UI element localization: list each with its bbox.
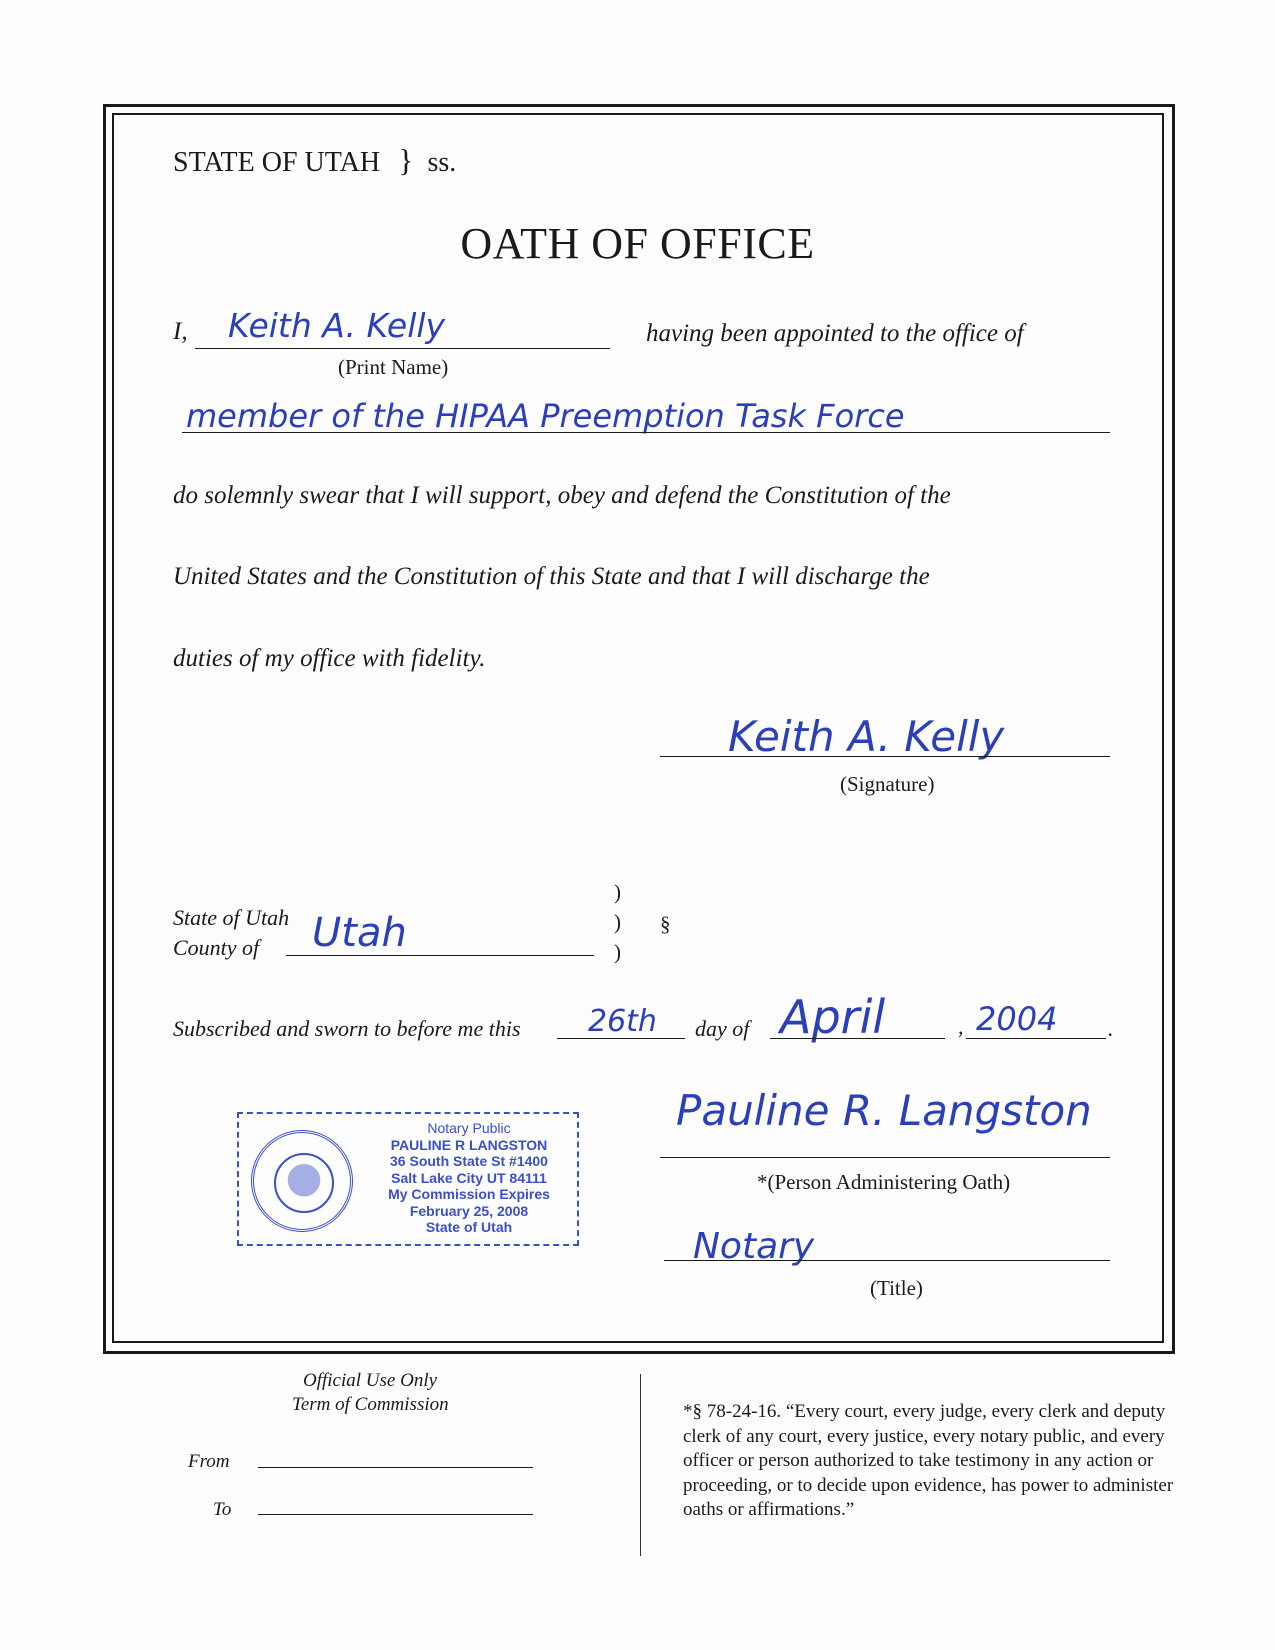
subscribed-text: Subscribed and sworn to before me this — [173, 1016, 521, 1041]
handwritten-title: Notary — [693, 1226, 815, 1267]
from-line[interactable] — [258, 1467, 533, 1468]
title-caption: (Title) — [870, 1276, 923, 1300]
oath-body-line-1: do solemnly swear that I will support, obey and defend the Constitution of the — [173, 482, 951, 509]
state-name: STATE OF UTAH — [173, 147, 381, 178]
stamp-line-1: Notary Public — [427, 1120, 511, 1136]
year-line — [966, 1038, 1106, 1039]
state-heading — [173, 142, 456, 179]
period: . — [1108, 1016, 1114, 1041]
from-label: From — [188, 1451, 230, 1472]
administrator-caption: *(Person Administering Oath) — [757, 1170, 1011, 1194]
handwritten-month: April — [780, 990, 886, 1044]
print-name-caption: (Print Name) — [338, 355, 449, 379]
administrator-line — [660, 1157, 1110, 1158]
section-symbol: § — [660, 912, 671, 936]
footer-divider — [640, 1374, 641, 1556]
stamp-line-6: February 25, 2008 — [409, 1202, 529, 1219]
oath-body-line-3: duties of my office with fidelity. — [173, 645, 486, 672]
office-line — [182, 432, 1110, 433]
to-line[interactable] — [258, 1514, 533, 1515]
brace: } — [398, 142, 414, 178]
paren-2: ) — [614, 910, 621, 934]
handwritten-day: 26th — [588, 1004, 657, 1039]
venue-state: State of Utah — [173, 905, 290, 930]
signature-caption: (Signature) — [840, 772, 935, 796]
document-title: OATH OF OFFICE — [460, 219, 815, 268]
title-line — [664, 1260, 1110, 1261]
county-line — [286, 955, 594, 956]
paren-3: ) — [614, 940, 621, 964]
oath-prefix: I, — [173, 318, 188, 345]
state-seal-icon — [251, 1130, 353, 1232]
signature-line — [660, 756, 1110, 757]
statute-footnote: *§ 78-24-16. “Every court, every judge, every clerk and deputy clerk of any court, every justice, every notary public, and every officer or person authorized to take testimony in any action or proceeding, or to decide upon evidence, has power to administer oaths or affirmations.” — [683, 1401, 1174, 1520]
handwritten-county: Utah — [312, 910, 407, 956]
handwritten-name: Keith A. Kelly — [228, 306, 446, 345]
handwritten-notary-signature: Pauline R. Langston — [676, 1086, 1092, 1135]
day-of-label: day of — [695, 1016, 750, 1041]
stamp-line-7: State of Utah — [425, 1219, 513, 1235]
ss-label: ss. — [427, 147, 457, 178]
stamp-line-5: My Commission Expires — [388, 1186, 550, 1202]
term-label: Term of Commission — [292, 1394, 449, 1415]
seal-emblem — [274, 1153, 334, 1213]
stamp-line-4: Salt Lake City UT 84111 — [391, 1169, 547, 1186]
venue-county-label: County of — [173, 935, 260, 960]
to-label: To — [213, 1499, 232, 1520]
official-use-label: Official Use Only — [303, 1370, 438, 1391]
stamp-line-3: 36 South State St #1400 — [390, 1153, 548, 1169]
month-line — [770, 1038, 945, 1039]
stamp-text — [369, 1120, 569, 1236]
print-name-line — [195, 348, 610, 349]
stamp-line-2: PAULINE R LANGSTON — [390, 1136, 548, 1153]
handwritten-year: 2004 — [976, 1000, 1058, 1038]
comma: , — [958, 1014, 964, 1039]
appointed-text: having been appointed to the office of — [646, 320, 1024, 347]
handwritten-office: member of the HIPAA Preemption Task Force — [186, 397, 905, 435]
handwritten-signature: Keith A. Kelly — [728, 712, 1005, 761]
paren-1: ) — [614, 880, 621, 904]
oath-body-line-2: United States and the Constitution of this State and that I will discharge the — [173, 563, 930, 590]
day-line — [557, 1038, 685, 1039]
notary-stamp — [237, 1112, 579, 1246]
